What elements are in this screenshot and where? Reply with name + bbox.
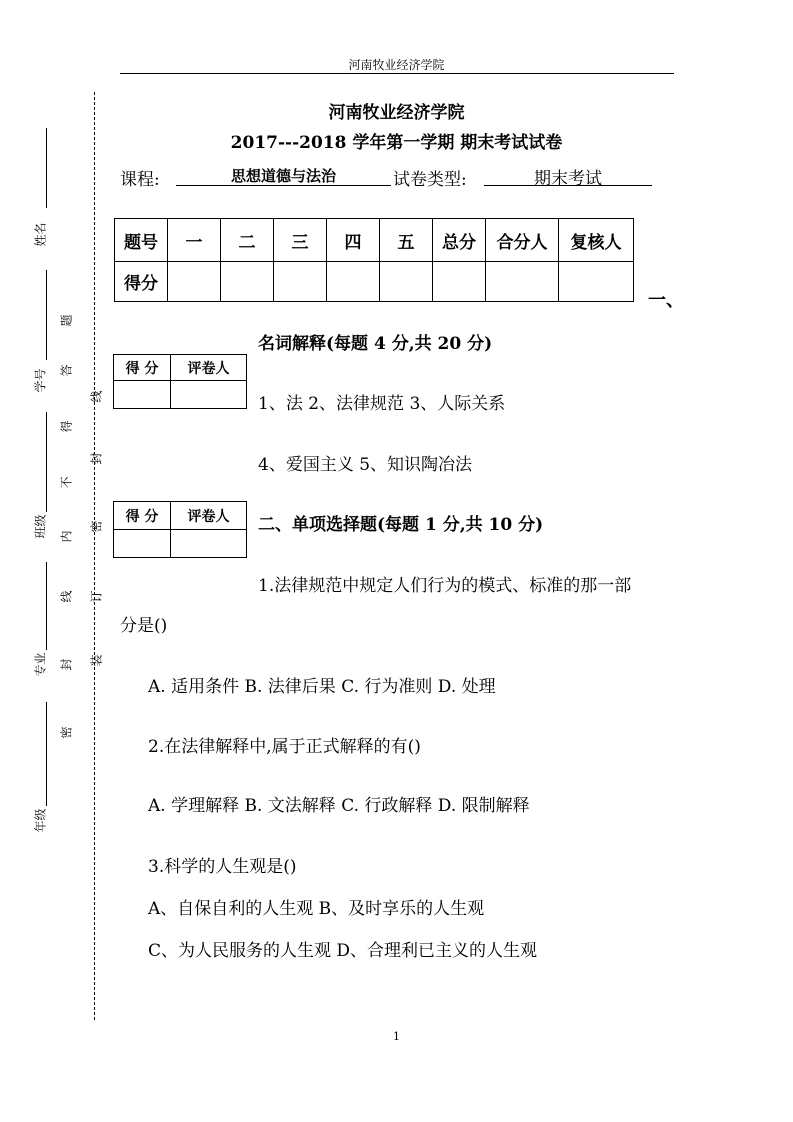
header-cell: 四 <box>327 219 380 262</box>
score-cell <box>168 262 221 302</box>
seal-char: 内 <box>59 530 74 543</box>
score-cell <box>433 262 486 302</box>
score-row-label: 得分 <box>115 262 168 302</box>
score-summary-table <box>114 218 634 302</box>
student-id-label: 学号 <box>33 368 48 393</box>
seal-char: 订 <box>89 590 104 603</box>
seal-char: 题 <box>59 314 74 327</box>
grader-label: 评卷人 <box>171 502 247 530</box>
header-cell: 合分人 <box>486 219 559 262</box>
header-cell: 一 <box>168 219 221 262</box>
section1-terms-line1: 1、法 2、法律规范 3、人际关系 <box>258 394 506 414</box>
exam-type-value: 期末考试 <box>484 164 652 186</box>
running-header: 河南牧业经济学院 <box>348 58 445 72</box>
score-cell <box>327 262 380 302</box>
header-cell: 题号 <box>115 219 168 262</box>
section1-grader-table <box>113 354 247 409</box>
score-value-row <box>115 262 634 302</box>
seal-char: 封 <box>89 452 104 465</box>
score-header-row <box>115 219 634 262</box>
seal-char: 封 <box>59 658 74 671</box>
seal-char: 密 <box>59 726 74 739</box>
question2: 2.在法律解释中,属于正式解释的有() <box>148 737 421 757</box>
seal-char: 不 <box>59 476 74 489</box>
score-blank <box>114 530 171 558</box>
grader-blank <box>171 381 247 409</box>
course-value: 思想道德与法治 <box>176 165 391 186</box>
header-cell: 五 <box>380 219 433 262</box>
section1-number: 一、 <box>648 290 684 311</box>
exam-school-title: 河南牧业经济学院 <box>328 103 465 123</box>
seal-char: 答 <box>59 364 74 377</box>
seal-char: 密 <box>89 520 104 533</box>
seal-char: 线 <box>59 590 74 603</box>
student-id-blank-line <box>46 270 47 360</box>
header-cell: 二 <box>221 219 274 262</box>
score-cell <box>486 262 559 302</box>
section1-title: 名词解释(每题 4 分,共 20 分) <box>258 334 493 354</box>
question3-options-ab: A、自保自利的人生观 B、及时享乐的人生观 <box>148 899 485 919</box>
major-blank-line <box>46 562 47 650</box>
score-label: 得 分 <box>114 355 171 381</box>
question1-line1: 1.法律规范中规定人们行为的模式、标准的那一部 <box>258 576 632 596</box>
score-blank <box>114 381 171 409</box>
header-rule <box>120 73 674 74</box>
seal-char: 装 <box>89 654 104 667</box>
question3: 3.科学的人生观是() <box>148 857 297 877</box>
exam-type-label: 试卷类型: <box>393 170 467 190</box>
course-label: 课程: <box>120 170 160 190</box>
section2-grader-table <box>113 501 247 558</box>
grader-label: 评卷人 <box>171 355 247 381</box>
score-cell <box>559 262 634 302</box>
score-cell <box>221 262 274 302</box>
question3-options-cd: C、为人民服务的人生观 D、合理利已主义的人生观 <box>148 941 538 961</box>
grade-blank-line <box>46 702 47 806</box>
question1-options: A. 适用条件 B. 法律后果 C. 行为准则 D. 处理 <box>148 677 496 697</box>
header-cell: 三 <box>274 219 327 262</box>
seal-char: 得 <box>59 420 74 433</box>
seal-char: 线 <box>89 390 104 403</box>
section2-title: 二、单项选择题(每题 1 分,共 10 分) <box>258 515 544 535</box>
score-cell <box>274 262 327 302</box>
section1-terms-line2: 4、爱国主义 5、知识陶冶法 <box>258 455 473 475</box>
name-label: 姓名 <box>33 222 48 247</box>
class-label: 班级 <box>33 514 48 539</box>
exam-term-title: 2017---2018 学年第一学期 期末考试试卷 <box>230 133 563 153</box>
header-cell: 总分 <box>433 219 486 262</box>
question1-line2: 分是() <box>120 616 168 636</box>
grader-blank <box>171 530 247 558</box>
question2-options: A. 学理解释 B. 文法解释 C. 行政解释 D. 限制解释 <box>148 796 530 816</box>
score-cell <box>380 262 433 302</box>
major-label: 专业 <box>33 652 48 677</box>
page-number: 1 <box>393 1030 400 1043</box>
binding-dashed-line <box>94 92 95 1020</box>
header-cell: 复核人 <box>559 219 634 262</box>
grade-label: 年级 <box>33 808 48 833</box>
class-blank-line <box>46 412 47 512</box>
score-label: 得 分 <box>114 502 171 530</box>
